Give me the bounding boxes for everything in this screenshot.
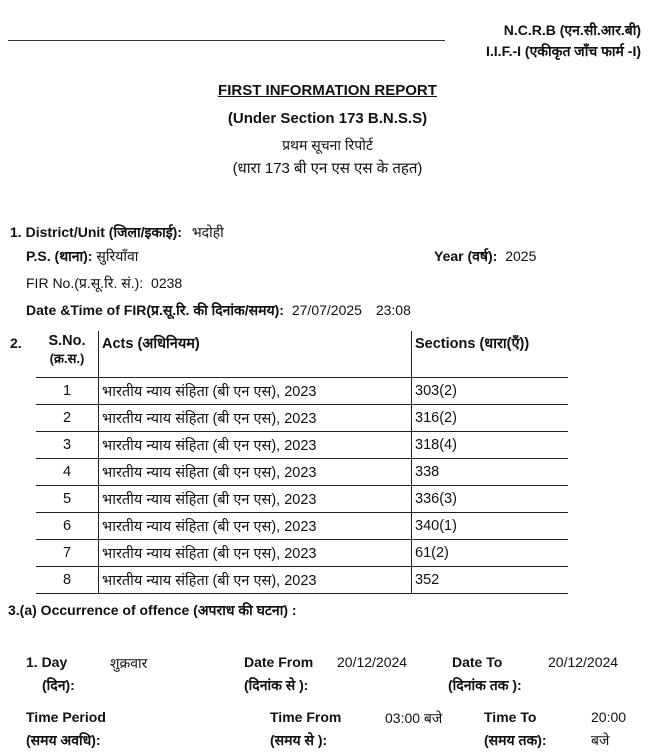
date-from-label: Date From [244, 654, 314, 670]
row-sno: 5 [36, 486, 99, 513]
acts-header: Acts (अधिनियम) [99, 331, 412, 378]
fir-value: 0238 [151, 275, 183, 291]
time-to-label: Time To [484, 709, 537, 725]
table-row [36, 432, 568, 459]
occurrence-heading: 3.(a) Occurrence of offence (अपराध की घटना) : [8, 602, 297, 618]
ps-row [26, 247, 138, 266]
fir-datetime-row [26, 301, 411, 320]
day-label: 1. Day [26, 654, 68, 670]
title-block [0, 82, 655, 100]
row-section: 303(2) [412, 378, 569, 405]
report-subtitle-hindi: (धारा 173 बी एन एस एस के तहत) [232, 160, 423, 177]
date-to-label-hindi: (दिनांक तक ): [448, 677, 522, 693]
row-sno: 4 [36, 459, 99, 486]
time-to-value: 20:00 [591, 709, 627, 725]
date-to-label: Date To [452, 654, 503, 670]
sno-header-hindi: (क्र.स.) [49, 351, 85, 366]
district-label: District/Unit (जिला/इकाई): [25, 224, 182, 240]
fir-date-value: 27/07/2025 [291, 302, 362, 318]
sections-header: Sections (धारा(एँ)) [412, 331, 569, 378]
row-section: 318(4) [412, 432, 569, 459]
acts-table-header [36, 331, 568, 378]
day-value: शुक्रवार [110, 655, 148, 671]
date-from-label-hindi: (दिनांक से ): [244, 677, 309, 693]
row-act: भारतीय न्याय संहिता (बी एन एस), 2023 [99, 486, 412, 513]
iif-header: I.I.F.-I (एकीकृत जाँच फार्म -I) [486, 43, 641, 59]
row-act: भारतीय न्याय संहिता (बी एन एस), 2023 [99, 378, 412, 405]
sno-header-label: S.No. [48, 333, 86, 349]
ps-label: P.S. (थाना): [26, 248, 93, 264]
row-act: भारतीय न्याय संहिता (बी एन एस), 2023 [99, 567, 412, 594]
table-row [36, 378, 568, 405]
year-label: Year (वर्ष): [434, 248, 498, 264]
ps-value: सुरियाँवा [96, 248, 139, 264]
time-from-value: 03:00 बजे [385, 710, 443, 726]
acts-table [36, 331, 568, 594]
time-period-label: Time Period [26, 709, 106, 725]
row-act: भारतीय न्याय संहिता (बी एन एस), 2023 [99, 513, 412, 540]
date-from-value: 20/12/2024 [337, 654, 408, 670]
row-act: भारतीय न्याय संहिता (बी एन एस), 2023 [99, 540, 412, 567]
date-to-value: 20/12/2024 [548, 654, 619, 670]
report-title: FIRST INFORMATION REPORT [218, 82, 437, 99]
row-act: भारतीय न्याय संहिता (बी एन एस), 2023 [99, 405, 412, 432]
fir-label: FIR No.(प्र.सू.रि. सं.): [26, 275, 144, 291]
table-row [36, 540, 568, 567]
year-row [434, 247, 536, 266]
row-sno: 1 [36, 378, 99, 405]
table-row [36, 513, 568, 540]
time-from-label: Time From [270, 709, 342, 725]
report-title-hindi: प्रथम सूचना रिपोर्ट [282, 137, 373, 153]
fir-datetime-label: Date &Time of FIR(प्र.सू.रि. की दिनांक/समय): [26, 302, 284, 318]
time-from-label-hindi: (समय से ): [270, 732, 328, 748]
row-sno: 3 [36, 432, 99, 459]
row-sno: 2 [36, 405, 99, 432]
day-label-hindi: (दिन): [42, 677, 75, 693]
year-value: 2025 [505, 248, 537, 264]
table-row [36, 459, 568, 486]
sno-header [36, 331, 99, 378]
row-sno: 6 [36, 513, 99, 540]
row-sno: 8 [36, 567, 99, 594]
row-section: 340(1) [412, 513, 569, 540]
ncrb-header: N.C.R.B (एन.सी.आर.बी) [503, 22, 641, 38]
district-value: भदोही [191, 224, 224, 240]
row-section: 338 [412, 459, 569, 486]
fir-time-value: 23:08 [375, 302, 411, 318]
fir-row [26, 274, 182, 293]
table-row [36, 486, 568, 513]
row-section: 336(3) [412, 486, 569, 513]
report-subtitle: (Under Section 173 B.N.S.S) [227, 110, 428, 127]
section-2-number: 2. [10, 335, 22, 351]
row-section: 352 [412, 567, 569, 594]
row-section: 61(2) [412, 540, 569, 567]
row-act: भारतीय न्याय संहिता (बी एन एस), 2023 [99, 432, 412, 459]
section-1-number: 1. [10, 224, 22, 240]
row-sno: 7 [36, 540, 99, 567]
table-row [36, 567, 568, 594]
time-to-label-hindi: (समय तक): [484, 732, 547, 748]
time-period-label-hindi: (समय अवधि): [26, 732, 101, 748]
district-row [10, 223, 224, 242]
time-to-suffix: बजे [591, 732, 610, 748]
row-act: भारतीय न्याय संहिता (बी एन एस), 2023 [99, 459, 412, 486]
header-rule [8, 40, 445, 41]
row-section: 316(2) [412, 405, 569, 432]
table-row [36, 405, 568, 432]
